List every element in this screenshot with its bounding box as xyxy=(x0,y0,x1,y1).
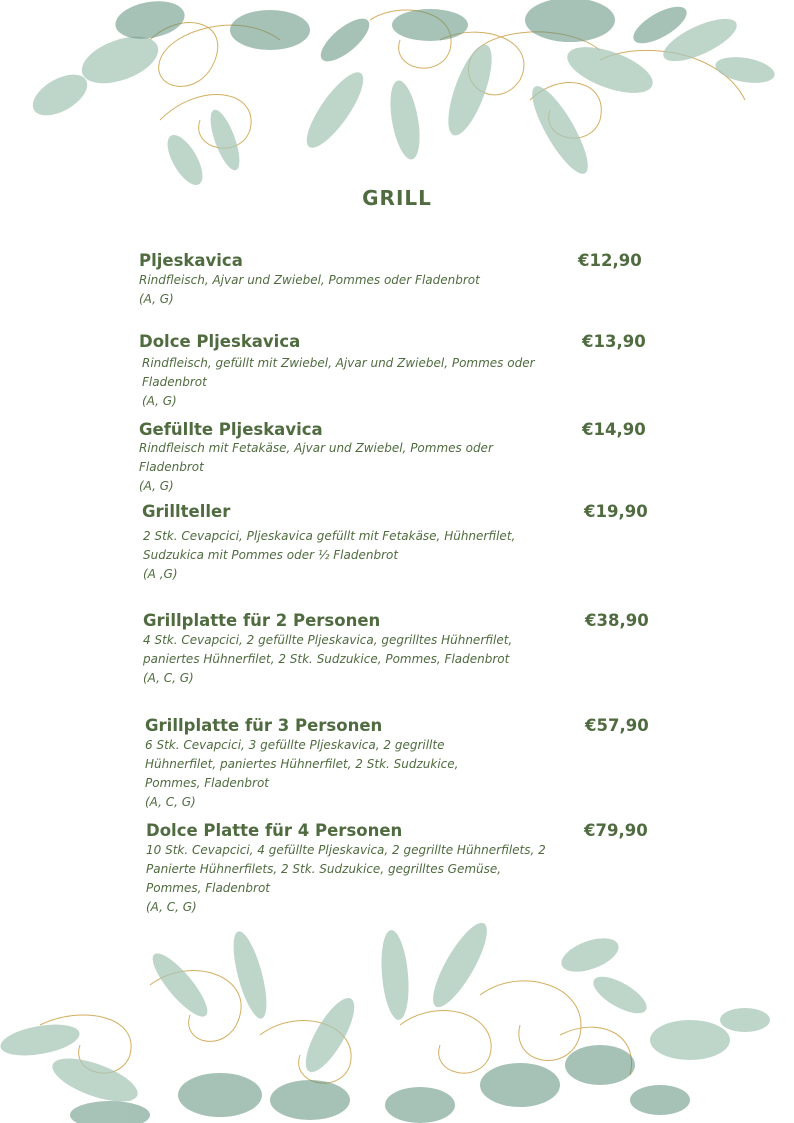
item-price: €38,90 xyxy=(585,611,649,630)
allergens: (A, C, G) xyxy=(145,795,196,809)
allergens: (A, C, G) xyxy=(146,900,197,914)
item-name: Grillplatte für 3 Personen xyxy=(145,716,383,735)
description-line: Rindfleisch mit Fetakäse, Ajvar und Zwiebel, Pommes oder xyxy=(139,441,493,455)
allergens: (A ,G) xyxy=(143,567,178,581)
description-line: 2 Stk. Cevapcici, Pljeskavica gefüllt mit Fetakäse, Hühnerfilet, xyxy=(143,529,516,543)
item-name: Grillplatte für 2 Personen xyxy=(143,611,381,630)
item-price: €79,90 xyxy=(584,821,648,840)
item-price: €57,90 xyxy=(585,716,649,735)
description-line: Rindfleisch, gefüllt mit Zwiebel, Ajvar und Zwiebel, Pommes oder xyxy=(142,356,535,370)
item-name: Dolce Platte für 4 Personen xyxy=(146,821,403,840)
top-eucalyptus-decoration xyxy=(0,0,794,215)
item-description xyxy=(143,631,512,688)
description-line: Fladenbrot xyxy=(139,460,204,474)
item-description xyxy=(145,736,458,812)
description-line: 6 Stk. Cevapcici, 3 gefüllte Pljeskavica, 2 gegrillte xyxy=(145,738,445,752)
description-line: Rindfleisch, Ajvar und Zwiebel, Pommes oder Fladenbrot xyxy=(139,273,480,287)
description-line: Fladenbrot xyxy=(142,375,207,389)
item-price: €14,90 xyxy=(582,420,646,439)
description-line: Pommes, Fladenbrot xyxy=(146,881,271,895)
item-name: Dolce Pljeskavica xyxy=(139,332,301,351)
item-name: Grillteller xyxy=(142,502,231,521)
item-price: €12,90 xyxy=(578,251,642,270)
description-line: Sudzukica mit Pommes oder ½ Fladenbrot xyxy=(143,548,399,562)
item-description xyxy=(146,841,546,917)
item-description xyxy=(139,439,493,496)
description-line: 10 Stk. Cevapcici, 4 gefüllte Pljeskavica, 2 gegrillte Hühnerfilets, 2 xyxy=(146,843,546,857)
item-price: €19,90 xyxy=(584,502,648,521)
allergens: (A, G) xyxy=(139,292,174,306)
item-price: €13,90 xyxy=(582,332,646,351)
item-name: Gefüllte Pljeskavica xyxy=(139,420,323,439)
description-line: 4 Stk. Cevapcici, 2 gefüllte Pljeskavica, gegrilltes Hühnerfilet, xyxy=(143,633,513,647)
bottom-eucalyptus-decoration xyxy=(0,915,794,1123)
description-line: Panierte Hühnerfilets, 2 Stk. Sudzukice, gegrilltes Gemüse, xyxy=(146,862,502,876)
item-description xyxy=(143,527,515,584)
item-description xyxy=(139,271,480,309)
description-line: Pommes, Fladenbrot xyxy=(145,776,270,790)
allergens: (A, G) xyxy=(139,479,174,493)
item-name: Pljeskavica xyxy=(139,251,243,270)
page-title: GRILL xyxy=(362,186,432,210)
description-line: paniertes Hühnerfilet, 2 Stk. Sudzukice, Pommes, Fladenbrot xyxy=(143,652,510,666)
allergens: (A, G) xyxy=(142,394,177,408)
item-description xyxy=(142,354,535,411)
allergens: (A, C, G) xyxy=(143,671,194,685)
description-line: Hühnerfilet, paniertes Hühnerfilet, 2 Stk. Sudzukice, xyxy=(145,757,459,771)
